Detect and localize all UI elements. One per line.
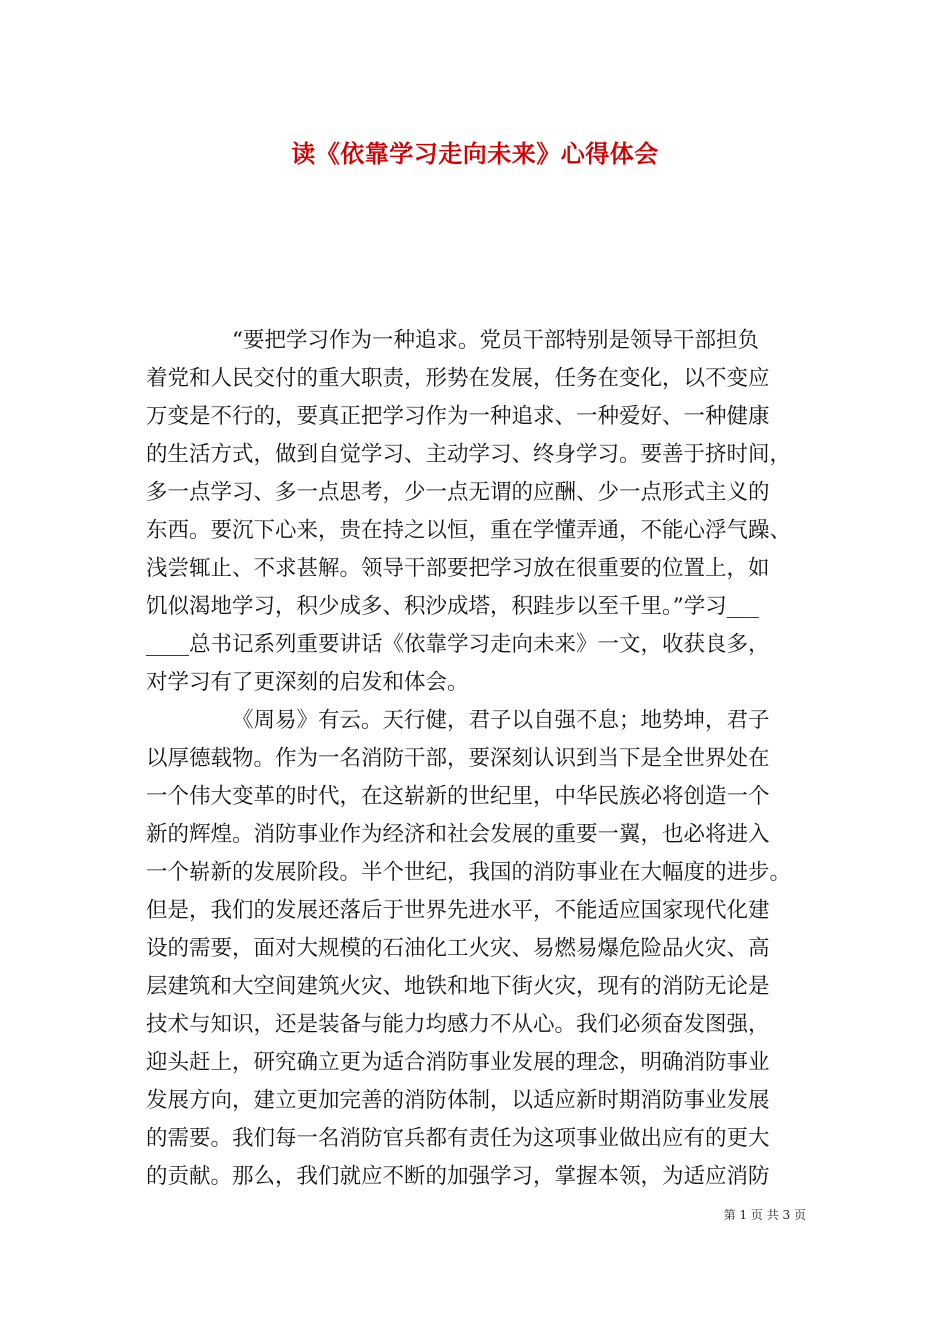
text-line: 一个崭新的发展阶段。半个世纪，我国的消防事业在大幅度的进步。 (146, 860, 792, 885)
text-line: ____总书记系列重要讲话《依靠学习走向未来》一文，收获良多， (146, 632, 770, 657)
text-line: 但是，我们的发展还落后于世界先进水平，不能适应国家现代化建 (146, 898, 770, 923)
text-line: 对学习有了更深刻的启发和体会。 (146, 670, 469, 695)
text-line: 设的需要，面对大规模的石油化工火灾、易燃易爆危险品火灾、高 (146, 936, 770, 961)
text-line: 一个伟大变革的时代，在这崭新的世纪里，中华民族必将创造一个 (146, 784, 770, 809)
paragraph-2 (146, 702, 808, 1196)
text-line: 的需要。我们每一名消防官兵都有责任为这项事业做出应有的更大 (146, 1126, 770, 1151)
text-line: 迎头赶上，研究确立更为适合消防事业发展的理念，明确消防事业 (146, 1050, 770, 1075)
text-line: 以厚德载物。作为一名消防干部，要深刻认识到当下是全世界处在 (146, 746, 770, 771)
text-line: 多一点学习、多一点思考，少一点无谓的应酬、少一点形式主义的 (146, 480, 770, 505)
text-line: 发展方向，建立更加完善的消防体制，以适应新时期消防事业发展 (146, 1088, 770, 1113)
document-body (146, 322, 808, 1196)
text-line: 饥似渴地学习，积少成多、积沙成塔，积跬步以至千里。”学习___ (146, 594, 759, 619)
text-line: “要把学习作为一种追求。党员干部特别是领导干部担负 (232, 328, 759, 353)
text-line: 的生活方式，做到自觉学习、主动学习、终身学习。要善于挤时间， (146, 442, 792, 467)
document-title: 读《依靠学习走向未来》心得体会 (291, 140, 659, 168)
text-line: 万变是不行的，要真正把学习作为一种追求、一种爱好、一种健康 (146, 404, 770, 429)
text-line: 的贡献。那么，我们就应不断的加强学习，掌握本领，为适应消防 (146, 1164, 770, 1189)
text-line: 浅尝辄止、不求甚解。领导干部要把学习放在很重要的位置上，如 (146, 556, 770, 581)
page-number-footer: 第 1 页 共 3 页 (723, 1208, 806, 1222)
text-line: 着党和人民交付的重大职责，形势在发展，任务在变化，以不变应 (146, 366, 770, 391)
text-line: 技术与知识，还是装备与能力均感力不从心。我们必须奋发图强， (146, 1012, 770, 1037)
text-line: 层建筑和大空间建筑火灾、地铁和地下街火灾，现有的消防无论是 (146, 974, 770, 999)
text-line: 新的辉煌。消防事业作为经济和社会发展的重要一翼，也必将进入 (146, 822, 770, 847)
paragraph-1 (146, 322, 808, 702)
text-line: 《周易》有云。天行健，君子以自强不息；地势坤，君子 (232, 708, 770, 733)
text-line: 东西。要沉下心来，贵在持之以恒，重在学懂弄通，不能心浮气躁、 (146, 518, 792, 543)
